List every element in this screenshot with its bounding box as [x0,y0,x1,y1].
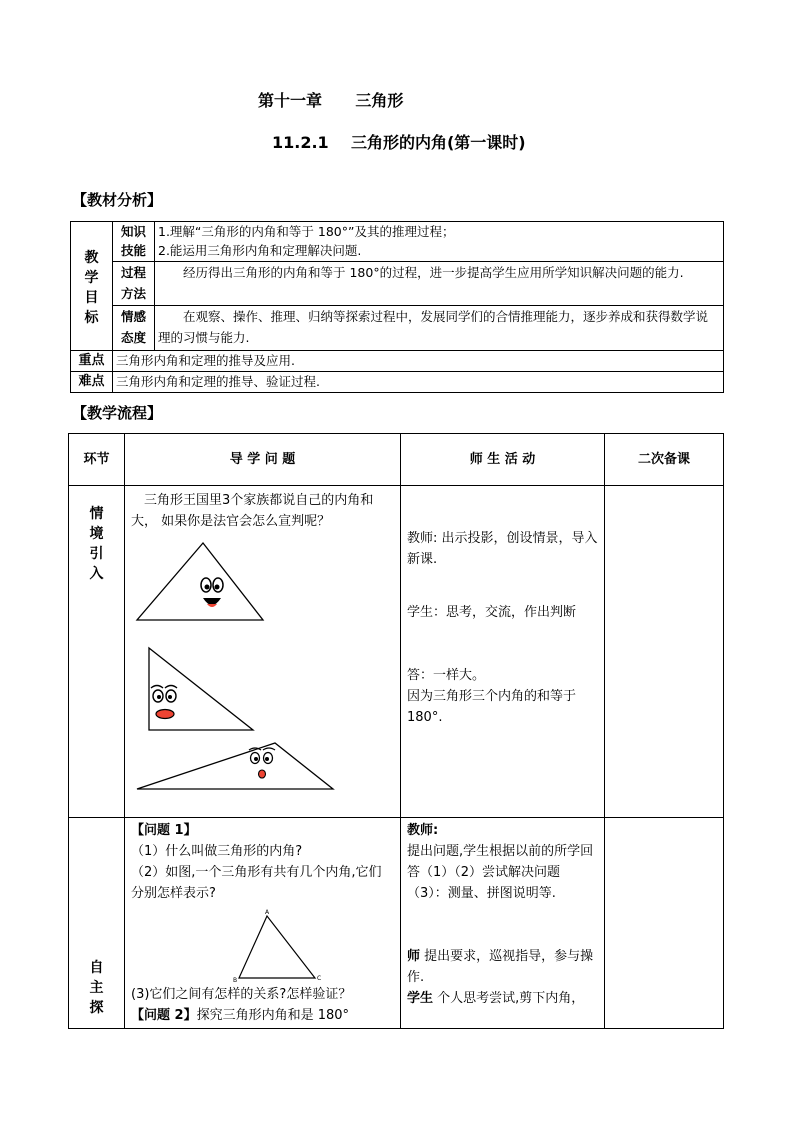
emotion-label: 情感 态度 [113,306,155,351]
process-text: 经历得出三角形的内角和等于 180°的过程，进一步提高学生应用所学知识解决问题的能力. [155,262,724,306]
difficulty-text: 三角形内角和定理的推导、验证过程. [113,372,724,393]
key-point-text: 三角形内角和定理的推导及应用. [113,351,724,372]
flow-table [68,433,724,1029]
student-text: 个人思考尝试,剪下内角， [437,991,585,1006]
teacher2-label: 师 [407,949,421,964]
difficulty-label: 难点 [71,372,113,393]
stage2-activity-cell [401,818,605,1029]
question2-text: 探究三角形内角和是 180° [196,1008,350,1023]
knowledge-text: 1.理解“三角形的内角和等于 180°”及其的推理过程； 2.能运用三角形内角和定理解决问题. [155,222,724,262]
triangle-3 [137,743,333,789]
surprised-face-icon [249,748,275,778]
worried-face-icon [151,686,177,719]
stage1-teacher-activity: 教师: 出示投影，创设情景，导入新课. [407,531,598,567]
teacher-text: 提出问题,学生根据以前的所学回答（1）（2）尝试解决问题（3）：测量、拼图说明等. [407,844,594,901]
process-label: 过程 方法 [113,262,155,306]
svg-text:A: A [265,909,270,916]
header-stage: 环节 [69,434,125,486]
flow-heading: 【教学流程】 [72,404,163,422]
objectives-row-label: 教 学 目 标 [71,222,113,351]
teacher2-text: 提出要求，巡视指导，参与操作. [407,949,594,985]
triangle-abc-diagram [231,908,331,984]
emotion-text: 在观察、操作、推理、归纳等探索过程中，发展同学们的合情推理能力，逐步养成和获得数学说理的习惯与能力. [155,306,724,351]
analysis-heading: 【教材分析】 [72,191,163,209]
triangle-1 [137,543,263,620]
lesson-title: 11.2.1 三角形的内角(第一课时) [272,133,526,152]
stage1-question-cell [125,486,401,818]
teacher-label: 教师: [407,823,439,838]
smiling-face-icon [201,578,223,607]
stage1-revision-cell [605,486,724,818]
header-revision: 二次备课 [605,434,724,486]
stage2-name: 自 主 探 [69,818,125,1029]
question1-part3: (3)它们之间有怎样的关系?怎样验证？ [131,987,352,1002]
student-label: 学生 [407,991,434,1006]
svg-text:C: C [317,975,322,982]
stage1-question: 三角形王国里3个家族都说自己的内角和大， 如果你是法官会怎么宣判呢？ [131,493,374,529]
header-question: 导 学 问 题 [125,434,401,486]
triangle-faces-illustration [125,538,395,798]
question1-title: 【问题 1】 [131,823,197,838]
stage2-revision-cell [605,818,724,1029]
stage1-answer: 答：一样大。 [407,668,486,683]
question1-part2: （2）如图,一个三角形有共有几个内角,它们分别怎样表示? [131,865,382,901]
stage1-reason: 因为三角形三个内角的和等于180°. [407,689,577,725]
stage1-activity-cell [401,486,605,818]
question2-title: 【问题 2】 [131,1008,197,1023]
header-activity: 师 生 活 动 [401,434,605,486]
stage1-student-activity: 学生：思考，交流，作出判断 [407,605,577,620]
knowledge-label: 知识 技能 [113,222,155,262]
stage1-name: 情 境 引 入 [69,486,125,818]
key-point-label: 重点 [71,351,113,372]
objectives-table [70,221,724,393]
question1-part1: （1）什么叫做三角形的内角? [131,844,303,859]
chapter-title: 第十一章 三角形 [258,91,404,110]
svg-text:B: B [233,977,238,984]
stage2-question-cell [125,818,401,1029]
